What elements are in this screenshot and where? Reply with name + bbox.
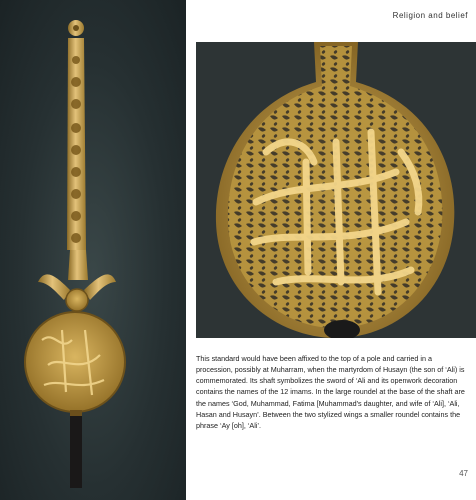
large-roundel xyxy=(25,312,125,412)
caption-text: This standard would have been affixed to the top of a pole and carried in a procession, possibly at Muharram, when the martyrdom of Husayn (the son of ‘Ali) is commemorated. Its shaft symbolizes the sword of ‘Ali and its openwork decoration contains the names of the 12 imams. In the large roundel at the base of the shaft are the names ‘God, Muhammad, Fatima [Muhammad’s daughter, and wife of ‘Ali], ‘Ali, Hasan and Husayn’. Between the two stylized wings a smaller roundel contains the phrase ‘Ay [oh], ‘Ali’. xyxy=(196,354,465,430)
roundel-detail-illustration xyxy=(196,42,476,338)
section-title: Religion and belief xyxy=(392,11,468,20)
left-wing xyxy=(38,274,70,300)
standard-illustration xyxy=(0,0,186,500)
page-number: 47 xyxy=(459,469,468,478)
right-wing xyxy=(84,274,116,300)
roundel-detail-photo xyxy=(196,42,476,338)
shaft-openwork xyxy=(71,56,81,243)
standard-full-photo xyxy=(0,0,186,500)
small-roundel xyxy=(66,289,88,311)
